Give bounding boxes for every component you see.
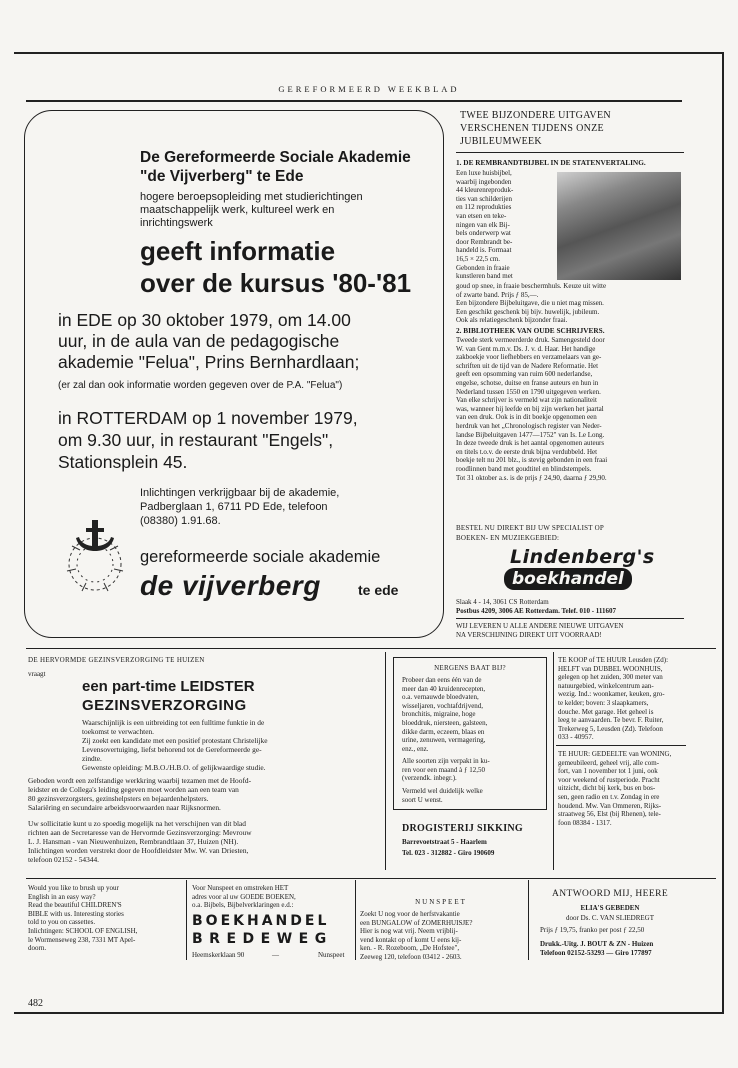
text-line: adres voor al uw GOEDE BOEKEN, — [192, 892, 296, 901]
right-rule — [722, 52, 724, 1012]
uitgaven-title1: TWEE BIJZONDERE UITGAVEN — [460, 110, 611, 121]
text-line: en titels t.o.v. de eerste druk bijna verdubbeld. Het — [456, 447, 598, 456]
akademie-headline1: geeft informatie — [140, 236, 336, 266]
akademie-logo-name: de vijverberg — [140, 570, 321, 601]
akademie-title2: "de Vijverberg" te Ede — [140, 168, 304, 185]
text-line: te kelder; boven: 3 slaapkamers, — [558, 698, 649, 707]
nunspeet-ad — [360, 910, 526, 962]
nergens-p3 — [402, 787, 542, 804]
bredeweg-name2: BREDEWEG — [192, 931, 333, 947]
page-number: 482 — [28, 998, 43, 1009]
col-rule-4 — [355, 880, 356, 960]
col-rule-1 — [385, 652, 386, 870]
text-line: Gewenste opleiding: M.B.O./H.B.O. of gelijkwaardige studie. — [82, 763, 266, 772]
leidster-vraagt: vraagt — [28, 670, 46, 678]
akademie-intro3: inrichtingswerk — [140, 217, 213, 229]
text-line: van een druk. Ook is in dit boekje opgenomen een — [456, 413, 597, 422]
text-line: ken. - R. Rozeboom, „De Hofstee", — [360, 944, 460, 953]
text-line: landse Bijbeluitgaven 1477—1752" van Is. Le Long. — [456, 430, 605, 439]
nergens-addr: Barrevoetstraat 5 - Haarlem — [402, 838, 487, 846]
text-line: HELFT van DUBBEL WOONHUIS, — [558, 664, 663, 673]
akademie-intro1: hogere beroepsopleiding met studierichtingen — [140, 191, 363, 203]
text-line: Van elke schrijver is vermeld wat zijn nationaliteit — [456, 396, 597, 405]
heere-sub: ELIA'S GEBEDEN — [580, 904, 640, 912]
text-line: toekomst te verwachten. — [82, 727, 155, 736]
text-line: Probeer dan eens één van de — [402, 676, 482, 684]
nergens-p2 — [402, 757, 542, 783]
text-line: foon 08384 - 1317. — [558, 818, 612, 827]
text-line: zakboekje voor liefhebbers en verzamelaars van ge- — [456, 353, 602, 362]
text-line: telefoon 02152 - 54344. — [28, 855, 100, 864]
akademie-logo-place: te ede — [358, 582, 399, 598]
text-line: roodlinnen band met goudtitel en blindstempels. — [456, 464, 592, 473]
text-line: Tot 31 oktober a.s. is de prijs ƒ 24,90, daarna ƒ 29,90. — [456, 473, 607, 482]
header-rule — [26, 100, 682, 102]
text-line: ties van schilderijen — [456, 194, 512, 203]
col-rule-2 — [553, 652, 554, 870]
text-line: ningen van elk Bij- — [456, 220, 510, 229]
bredeweg-street: Heemskerklaan 90 — [192, 951, 245, 959]
text-line: told to you on cassettes. — [28, 918, 96, 927]
uitgaven-order2: BOEKEN- EN MUZIEKGEBIED: — [456, 534, 560, 542]
nergens-p1 — [402, 676, 542, 753]
uitgaven-addr1: Slaak 4 - 14, 3061 CS Rotterdam — [456, 598, 549, 606]
text-line: L. J. Hansman - van Nieuwenhuizen, Rembrandtlaan 37, Huizen (NH). — [28, 837, 239, 846]
akademie-rdam3: Stationsplein 45. — [58, 452, 188, 472]
uitgaven-item2: 2. BIBLIOTHEEK VAN OUDE SCHRIJVERS. — [456, 326, 605, 335]
text-line: o.a. vernauwde bloedvaten, — [402, 693, 479, 702]
text-line: van etsen en teke- — [456, 211, 507, 220]
text-line: waarbij ingebonden — [456, 177, 512, 186]
text-line: TE KOOP of TE HUUR Leusden (Zd): — [558, 656, 669, 664]
text-line: Waarschijnlijk is een uitbreiding tot een fulltime funktie in de — [82, 718, 265, 727]
lindenberg-logo-top: Lindenberg's — [510, 546, 655, 568]
uitgaven-item1: 1. DE REMBRANDTBIJBEL IN DE STATENVERTALING. — [456, 158, 646, 167]
text-line: engelse, schotse, duitse en franse auteurs en hun in — [456, 378, 599, 387]
text-line: urine, zenuwen, vermagering, — [402, 736, 486, 745]
col-rule-3 — [186, 880, 187, 960]
text-line: enz., enz. — [402, 744, 429, 753]
text-line: of zwarte band. Prijs ƒ 85,—. — [456, 290, 539, 299]
text-line: o.a. Bijbels, Bijbelverklaringen e.d.: — [192, 901, 294, 910]
text-line: Ook als relatiegeschenk bijzonder fraai. — [456, 316, 568, 325]
akademie-info3: (08380) 1.91.68. — [140, 515, 221, 527]
text-line: Would you like to brush up your — [28, 884, 119, 892]
uitgaven-rule2 — [456, 618, 684, 619]
text-line: herdruk van het „Chronologisch register van Neder- — [456, 421, 602, 430]
text-line: vend kontakt op of komt U eens kij- — [360, 935, 462, 944]
text-line: Geboden wordt een zelfstandige werkkring waarbij tezamen met de Hoofd- — [28, 776, 252, 785]
text-line: was, wanneer hij leefde en bij zijn werken het jaartal — [456, 404, 604, 413]
akademie-note: (er zal dan ook informatie worden gegeven over de P.A. "Felua") — [58, 380, 343, 391]
text-line: Een bijzondere Bijbeluitgave, die u niet mag missen. — [456, 299, 604, 308]
text-line: door Rembrandt be- — [456, 237, 513, 246]
text-line: zindte. — [82, 754, 102, 763]
leidster-p2 — [28, 776, 380, 812]
text-line: kunstleren band met — [456, 272, 513, 281]
akademie-ede1: in EDE op 30 oktober 1979, om 14.00 — [58, 310, 351, 330]
leidster-p1 — [82, 718, 378, 772]
akademie-emblem — [52, 516, 138, 602]
text-line: Gebonden in fraaie — [456, 263, 510, 272]
uitgaven-title3: JUBILEUMWEEK — [460, 136, 542, 147]
text-line: schriften uit de tijd van de Nadere Reformatie. Het — [456, 361, 599, 370]
text-line: In deze tweede druk is het aantal opgenomen auteurs — [456, 439, 605, 448]
text-line: Voor Nunspeet en omstreken HET — [192, 884, 289, 892]
text-line: Een luxe huisbijbel, — [456, 169, 512, 177]
bredeweg-name1: BOEKHANDEL — [192, 913, 330, 929]
uitgaven-addr2: Postbus 4209, 3006 AE Rotterdam. Telef. 010 - 111607 — [456, 607, 617, 615]
akademie-intro2: maatschappelijk werk, kultureel werk en — [140, 204, 335, 216]
heere-pub2: Telefoon 02152-53293 — Giro 177897 — [540, 949, 652, 957]
bredeweg-dash: — — [272, 951, 279, 959]
akademie-info2: Padberglaan 1, 6711 PD Ede, telefoon — [140, 501, 328, 513]
akademie-ede3: akademie "Felua", Prins Bernhardlaan; — [58, 352, 360, 372]
text-line: goud op snee, in fraaie beschermhuls. Keuze uit witte — [456, 282, 607, 290]
text-line: wisseljaren, vochtafdrijvend, — [402, 701, 484, 710]
uitgaven-rule — [456, 152, 684, 153]
text-line: Een geschikt geschenk bij bijv. huwelijk, jubileum. — [456, 307, 600, 316]
bredeweg-ad — [192, 884, 352, 910]
top-rule — [14, 52, 724, 54]
text-line: Vermeld wel duidelijk welke — [402, 787, 483, 795]
text-line: Inlichtingen worden verstrekt door de Hoofdleidster Mw. W. van Driesten, — [28, 846, 249, 855]
text-line: wezig. Ind.: woonkamer, keuken, gro- — [558, 690, 665, 699]
text-line: Levensovertuiging, liefst behorend tot de Gereformeerde ge- — [82, 745, 262, 754]
heere-title: ANTWOORD MIJ, HEERE — [551, 889, 669, 899]
text-line: le Wormenseweg 238, 7331 MT Apel- — [28, 935, 136, 944]
uitgaven-title2: VERSCHENEN TIJDENS ONZE — [460, 123, 604, 134]
bredeweg-town: Nunspeet — [318, 951, 345, 959]
text-line: Trekerweg 5, Leusden (Zd). Telefoon — [558, 724, 663, 733]
text-line: en 112 reprodukties — [456, 203, 512, 212]
text-line: douche. Met garage. Het geheel is — [558, 707, 654, 716]
akademie-headline2: over de kursus '80-'81 — [140, 268, 412, 298]
text-line: Salariëring en secundaire arbeidsvoorwaarden naar Rijksnormen. — [28, 803, 221, 812]
text-line: bloeddruk, niersteen, galsteen, — [402, 718, 488, 727]
col-rule-5 — [528, 880, 529, 960]
text-line: 80 gezinsverzorgsters, gezinshelpsters en bejaardenhelpsters. — [28, 794, 209, 803]
section-rule — [26, 648, 716, 649]
akademie-title1: De Gereformeerde Sociale Akademie — [140, 149, 411, 166]
bottom-rule — [14, 1012, 724, 1014]
text-line: Uw sollicitatie kunt u zo spoedig mogelijk na het verschijnen van dit blad — [28, 819, 246, 828]
english-ad — [28, 884, 184, 953]
text-line: houdend. Mw. Van Ommeren, Rijks- — [558, 801, 662, 810]
text-line: 16,5 × 22,5 cm. — [456, 254, 500, 263]
text-line: soort U wenst. — [402, 795, 443, 804]
gedeelte-ad — [558, 750, 686, 827]
page-header: GEREFORMEERD WEEKBLAD — [278, 84, 460, 94]
heere-price: Prijs ƒ 19,75, franko per post ƒ 22,50 — [540, 926, 645, 934]
leusden-rule — [556, 745, 686, 746]
text-line: leidster en de Collega's leiding gegeven moet worden aan een team van — [28, 785, 239, 794]
uitgaven-lines2 — [456, 282, 684, 325]
text-line: dikke darm, eczeem, blaas en — [402, 727, 485, 736]
heere-pub1: Drukk.-Uitg. J. BOUT & ZN - Huizen — [540, 940, 654, 948]
akademie-info1: Inlichtingen verkrijgbaar bij de akademie, — [140, 487, 340, 499]
text-line: meer dan 40 kruidenrecepten, — [402, 684, 486, 693]
text-line: natuurgebied, winkelcentrum aan- — [558, 681, 654, 690]
text-line: gelegen op het zuiden, 300 meter van — [558, 673, 663, 682]
rembrandt-bible-photo — [557, 172, 681, 280]
text-line: straatweg 56, Elst (bij Rhenen), tele- — [558, 810, 661, 819]
text-line: Hier is nog wat vrij. Neem vrijblij- — [360, 927, 458, 936]
text-line: uitzicht, dicht bij kerk, bus en bos- — [558, 784, 656, 793]
text-line: ren voor een maand à ƒ 12,50 — [402, 765, 485, 774]
lindenberg-logo-bottom: boekhandel — [504, 568, 632, 590]
text-line: Nederland tussen 1550 en 1790 uitgegeven werken. — [456, 387, 601, 396]
akademie-rdam1: in ROTTERDAM op 1 november 1979, — [58, 408, 358, 428]
text-line: boekje telt nu 201 blz., is stevig gebonden in een fraai — [456, 456, 608, 465]
text-line: richten aan de Secretaresse van de Hervormde Gezinsverzorging: Mevrouw — [28, 828, 252, 837]
uitgaven-order1: BESTEL NU DIREKT BIJ UW SPECIALIST OP — [456, 524, 604, 532]
text-line: 033 - 40957. — [558, 733, 594, 742]
text-line: handeld is. Formaat — [456, 246, 512, 255]
nergens-shop: DROGISTERIJ SIKKING — [402, 823, 524, 834]
heere-author: door Ds. C. VAN SLIEDREGT — [565, 914, 655, 922]
text-line: Read the beautiful CHILDREN'S — [28, 901, 122, 910]
uitgaven-deliver2: NA VERSCHIJNING DIREKT UIT VOORRAAD! — [456, 631, 602, 639]
text-line: Inlichtingen: SCHOOL OF ENGLISH, — [28, 926, 138, 935]
text-line: BIBLE with us. Interesting stories — [28, 909, 124, 918]
text-line: Tweede sterk vermeerderde druk. Samengesteld door — [456, 336, 605, 344]
bottom-section-rule — [26, 878, 716, 879]
text-line: geeft een opsomming van ruim 600 nederlandse, — [456, 370, 593, 379]
uitgaven-deliver1: WIJ LEVEREN U ALLE ANDERE NIEUWE UITGAVEN — [456, 622, 624, 630]
nunspeet-title: NUNSPEET — [415, 898, 467, 906]
text-line: TE HUUR: GEDEELTE van WONING, — [558, 750, 672, 758]
uitgaven-lines1 — [456, 169, 556, 281]
text-line: fort, van 1 november tot 1 juni, ook — [558, 767, 658, 776]
text-line: W. van Gent m.m.v. Ds. J. v. d. Haar. Het handige — [456, 344, 596, 353]
akademie-rdam2: om 9.30 uur, in restaurant "Engels", — [58, 430, 334, 450]
text-line: 44 kleurenreproduk- — [456, 186, 514, 195]
text-line: bels onderwerp wat — [456, 229, 511, 238]
text-line: sen, geen radio en t.v. Zondag in ere — [558, 792, 660, 801]
text-line: bronchitis, migraine, hoge — [402, 710, 476, 719]
leidster-h2: GEZINSVERZORGING — [82, 697, 247, 714]
text-line: een BUNGALOW of ZOMERHUISJE? — [360, 918, 473, 927]
leidster-h1: een part-time LEIDSTER — [82, 678, 255, 695]
text-line: Zoekt U nog voor de herfstvakantie — [360, 910, 460, 918]
text-line: Alle soorten zijn verpakt in ku- — [402, 757, 490, 765]
leidster-p3 — [28, 819, 380, 864]
nergens-tel: Tel. 023 - 312882 - Giro 190609 — [402, 849, 495, 857]
text-line: gemeubileerd, geheel vrij, alle com- — [558, 758, 660, 767]
text-line: (verzendk. inbegr.). — [402, 774, 457, 783]
text-line: leeg te aanvaarden. Te bevr. F. Ruiter, — [558, 716, 664, 725]
leusden-ad — [558, 656, 686, 742]
leidster-org: DE HERVORMDE GEZINSVERZORGING TE HUIZEN — [28, 656, 205, 664]
akademie-logo-text: gereformeerde sociale akademie — [140, 548, 381, 566]
nergens-title: NERGENS BAAT BIJ? — [434, 664, 506, 672]
akademie-ede2: uur, in de aula van de pedagogische — [58, 331, 340, 351]
text-line: English in an easy way? — [28, 892, 96, 901]
text-line: Zij zoekt een kandidate met een positief protestant Christelijke — [82, 736, 268, 745]
text-line: Zeeweg 120, telefoon 03412 - 2603. — [360, 952, 462, 961]
text-line: doorn. — [28, 944, 47, 953]
uitgaven-lines3 — [456, 336, 684, 482]
text-line: voor weekend of rustperiode. Pracht — [558, 775, 660, 784]
